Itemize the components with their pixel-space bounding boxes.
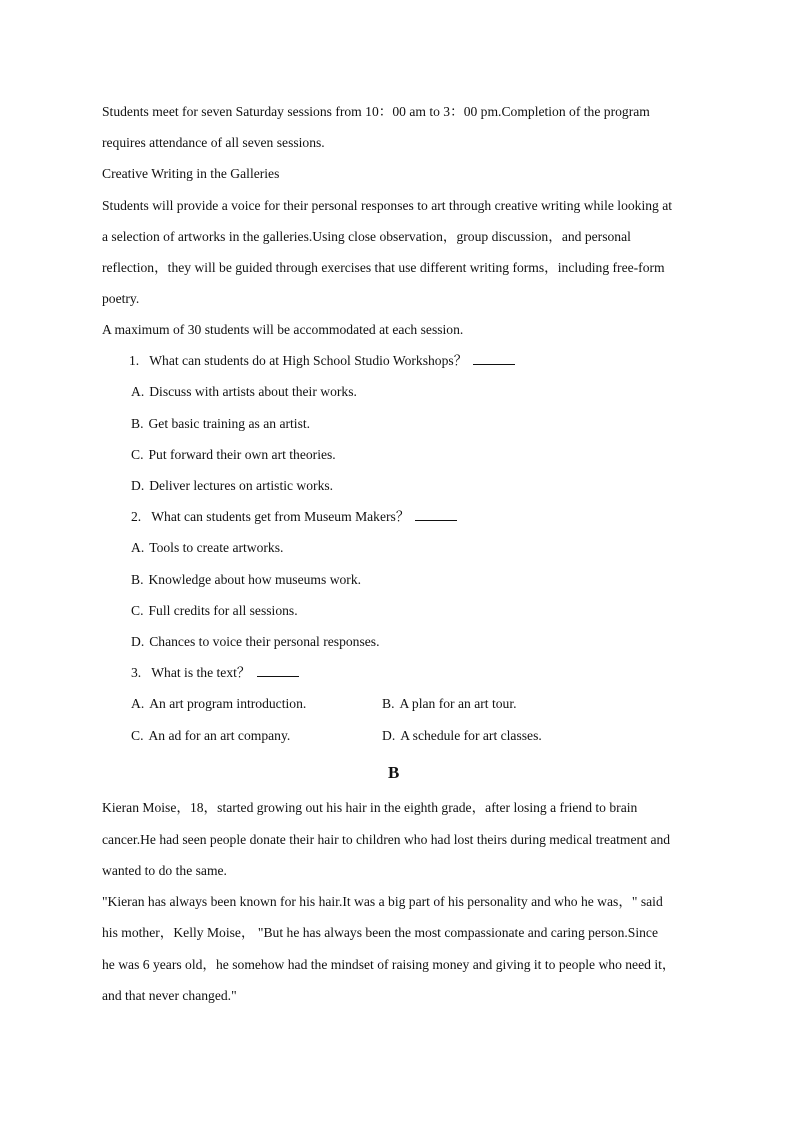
answer-blank[interactable] <box>415 508 457 521</box>
passage-a-line: poetry. <box>102 291 140 306</box>
option-letter: D. <box>382 728 396 743</box>
option-text: An ad for an art company. <box>148 728 291 743</box>
option-text: Discuss with artists about their works. <box>149 384 357 399</box>
passage-b-line: "Kieran has always been known for his hair.It was a big part of his personality and who he was，" said <box>102 894 663 909</box>
passage-b-line: wanted to do the same. <box>102 863 227 878</box>
option-letter: C. <box>131 728 144 743</box>
question-number: 3. <box>131 665 142 680</box>
question-2 <box>131 508 457 526</box>
question-number: 2. <box>131 509 142 524</box>
question-number: 1. <box>129 353 140 368</box>
option-letter: A. <box>131 384 145 399</box>
passage-b-line: and that never changed." <box>102 988 237 1003</box>
option-2a[interactable] <box>131 539 283 557</box>
option-3d[interactable] <box>382 727 542 745</box>
section-title: Creative Writing in the Galleries <box>102 166 280 181</box>
passage-a-line: Students meet for seven Saturday sessions from 10：00 am to 3：00 pm.Completion of the program <box>102 104 650 119</box>
question-1 <box>129 352 515 370</box>
passage-a-line: A maximum of 30 students will be accommodated at each session. <box>102 322 464 337</box>
option-1a[interactable] <box>131 383 357 401</box>
option-letter: B. <box>382 696 395 711</box>
passage-b-line: his mother，Kelly Moise， "But he has always been the most compassionate and caring person.Since <box>102 925 658 940</box>
passage-b-line: Kieran Moise，18，started growing out his hair in the eighth grade，after losing a friend to brain <box>102 800 638 815</box>
option-text: A schedule for art classes. <box>400 728 542 743</box>
question-text: What can students get from Museum Makers？ <box>151 509 410 524</box>
option-1d[interactable] <box>131 477 333 495</box>
option-3b[interactable] <box>382 695 517 713</box>
option-letter: C. <box>131 603 144 618</box>
option-2b[interactable] <box>131 571 361 589</box>
answer-blank[interactable] <box>473 352 515 365</box>
passage-a-line: Students will provide a voice for their personal responses to art through creative writing while looking at <box>102 198 673 213</box>
option-text: Get basic training as an artist. <box>148 416 311 431</box>
question-text: What can students do at High School Studio Workshops？ <box>149 353 468 368</box>
passage-b-line: he was 6 years old，he somehow had the mindset of raising money and giving it to people who need it， <box>102 957 676 972</box>
option-3c[interactable] <box>131 727 290 745</box>
passage-a-line: reflection，they will be guided through exercises that use different writing forms，including free-form <box>102 260 665 275</box>
option-text: Full credits for all sessions. <box>148 603 298 618</box>
option-letter: A. <box>131 540 145 555</box>
option-text: Chances to voice their personal responses. <box>149 634 380 649</box>
option-text: Deliver lectures on artistic works. <box>149 478 334 493</box>
passage-b-line: cancer.He had seen people donate their hair to children who had lost theirs during medical treatment and <box>102 832 671 847</box>
option-3a[interactable] <box>131 695 306 713</box>
question-3 <box>131 664 299 682</box>
option-letter: B. <box>131 572 144 587</box>
passage-a-line: a selection of artworks in the galleries.Using close observation，group discussion，and personal <box>102 229 631 244</box>
answer-blank[interactable] <box>257 664 299 677</box>
section-b-heading: B <box>388 763 400 782</box>
option-2d[interactable] <box>131 633 380 651</box>
option-text: An art program introduction. <box>149 696 307 711</box>
option-letter: B. <box>131 416 144 431</box>
option-1b[interactable] <box>131 415 310 433</box>
passage-a-line: requires attendance of all seven sessions. <box>102 135 325 150</box>
option-text: Tools to create artworks. <box>149 540 284 555</box>
option-2c[interactable] <box>131 602 298 620</box>
option-text: A plan for an art tour. <box>399 696 517 711</box>
question-text: What is the text？ <box>151 665 251 680</box>
option-letter: C. <box>131 447 144 462</box>
option-text: Knowledge about how museums work. <box>148 572 362 587</box>
option-letter: D. <box>131 634 145 649</box>
option-letter: D. <box>131 478 145 493</box>
option-letter: A. <box>131 696 145 711</box>
option-text: Put forward their own art theories. <box>148 447 336 462</box>
option-1c[interactable] <box>131 446 336 464</box>
